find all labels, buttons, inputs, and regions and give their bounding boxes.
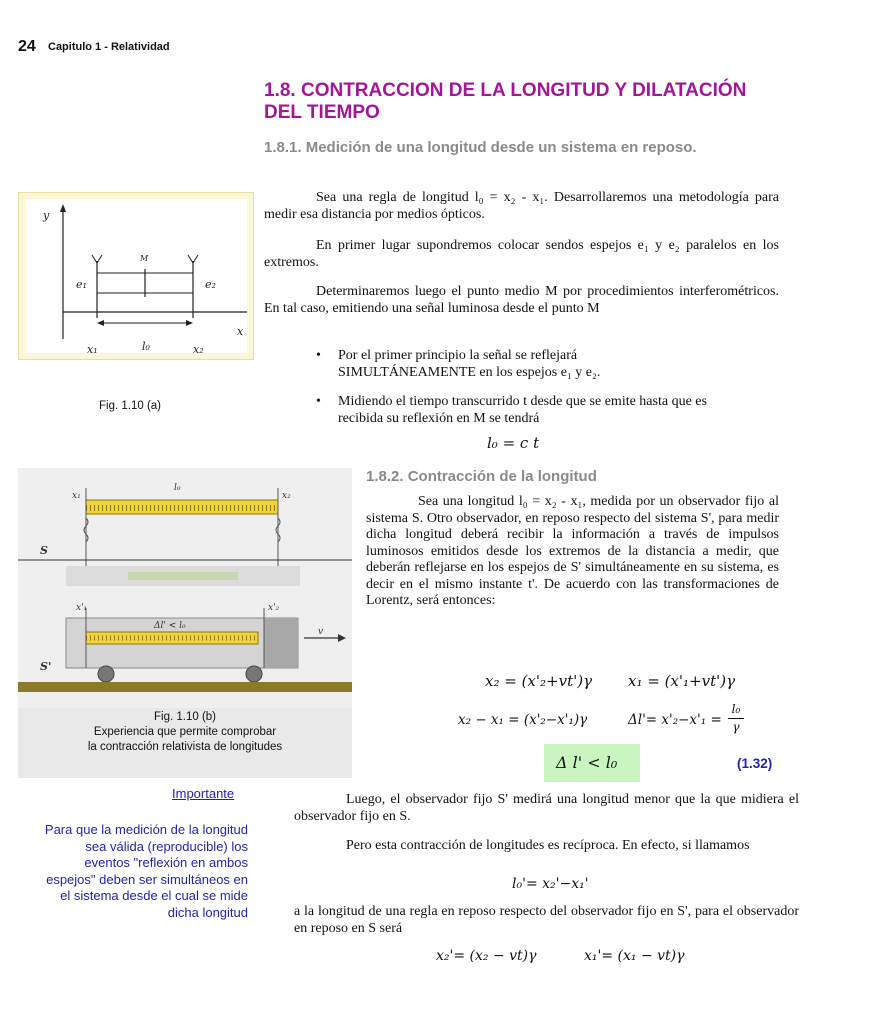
equation-x2: x₂ = (x'₂+vt')γ xyxy=(485,672,593,690)
fig-b-label-S: S xyxy=(40,544,48,557)
fig-b-label-x2-prime: x'₂ xyxy=(268,603,280,613)
bullet-item-2 xyxy=(316,394,738,427)
fraction-denominator: γ xyxy=(732,720,740,734)
fig-b-label-x1: x₁ xyxy=(72,491,81,501)
equation-x2-prime: x₂'= (x₂ − vt)γ xyxy=(436,948,537,964)
equation-number: (1.32) xyxy=(737,756,773,771)
fig-a-label-x: x xyxy=(237,325,244,338)
page-number: 24 xyxy=(18,38,36,55)
subsection1-paragraph-1 xyxy=(264,190,779,223)
boxed-equation: Δ l' < l₀ xyxy=(556,753,618,772)
equation-fraction xyxy=(728,701,744,736)
subsection1-paragraph-3 xyxy=(264,284,779,317)
subsection2-paragraph-2 xyxy=(294,792,799,825)
fig-a-label-x1: x₁ xyxy=(87,343,98,356)
fig-b-label-x2: x₂ xyxy=(282,491,291,501)
chapter-title: Capitulo 1 - Relatividad xyxy=(48,41,170,53)
sidenote-title: Importante xyxy=(172,786,235,801)
subsection2-p1-text: Sea una longitud l₀ = x₂ - x₁, medida por un observador fijo al sistema S. Otro observador, en reposo respecto del sistema S', para medir dicha longitud deberá recibir la información a través de impulsos luminosos emitidos desde los extremos de la distancia a medir, que deberán reflejarse en los espejos de S' simultáneamente en su sistema, es decir en el mismo instante t'. De acuerdo con las transformaciones de Lorentz, será entonces: xyxy=(366,494,779,608)
bullet-dot: • xyxy=(316,394,321,409)
figure-b-caption-line-3: la contracción relativista de longitudes xyxy=(87,741,283,753)
figure-a-diagram xyxy=(19,193,253,359)
fig-b-label-delta-l: Δl' < l₀ xyxy=(154,621,186,631)
equation-x1: x₁ = (x'₁+vt')γ xyxy=(628,672,736,690)
equation-l0-prime: l₀'= x₂'−x₁' xyxy=(512,876,589,892)
equation-delta-l-lhs: Δl'= x'₂−x'₁ = xyxy=(628,712,722,728)
fig-b-label-x1-prime: x'₁ xyxy=(76,603,88,613)
subsection2-p3-text: Pero esta contracción de longitudes es recíproca. En efecto, si llamamos xyxy=(346,838,750,853)
subsection1-p3-text: Determinaremos luego el punto medio M por procedimientos interferométricos. En tal caso, emitiendo una señal luminosa desde el punto M xyxy=(264,284,779,316)
figure-b-diagram xyxy=(18,468,352,708)
bullet-1-text: Por el primer principio la señal se reflejará SIMULTÁNEAMENTE en los espejos e₁ y e₂. xyxy=(338,348,601,380)
section-title: 1.8. CONTRACCION DE LA LONGITUD Y DILATACIÓN DEL TIEMPO xyxy=(264,80,747,123)
subsection2-paragraph-1 xyxy=(366,494,779,610)
fig-b-label-v: v xyxy=(318,627,324,637)
fig-a-label-e1: e₁ xyxy=(76,278,87,291)
subsection1-paragraph-2 xyxy=(264,238,779,271)
figure-b-caption xyxy=(18,710,352,755)
figure-a xyxy=(18,192,254,360)
equation-x1-prime: x₁'= (x₁ − vt)γ xyxy=(584,948,685,964)
fraction-numerator: l₀ xyxy=(728,701,744,719)
figure-a-caption: Fig. 1.10 (a) xyxy=(99,400,161,412)
equation-difference: x₂ − x₁ = (x'₂−x'₁)γ xyxy=(458,712,588,728)
fig-a-label-x2: x₂ xyxy=(193,343,204,356)
fig-a-label-y: y xyxy=(43,209,50,222)
subsection2-paragraph-4: a la longitud de una regla en reposo respecto del observador fijo en S', para el observador en reposo en S será xyxy=(294,904,799,936)
fig-a-label-M: M xyxy=(140,254,149,263)
figure-b xyxy=(18,468,352,778)
fig-a-label-l0: l₀ xyxy=(142,340,150,353)
subsection-title-2: 1.8.2. Contracción de la longitud xyxy=(366,468,597,485)
subsection1-p2-text: En primer lugar supondremos colocar sendos espejos e₁ y e₂ paralelos en los extremos. xyxy=(264,238,779,270)
subsection2-paragraph-3 xyxy=(294,838,799,855)
bullet-dot: • xyxy=(316,348,321,363)
fig-a-label-e2: e₂ xyxy=(205,278,216,291)
sidenote-text: Para que la medición de la longitud sea válida (reproducible) los eventos "reflexión en ambos espejos" deben ser simultáneos en el sistema desde el cual se mide dicha longitud xyxy=(44,822,248,920)
equation-l0-ct: l₀ = c t xyxy=(487,434,540,452)
fig-b-label-l0: l₀ xyxy=(174,483,181,493)
fig-b-label-S-prime: S' xyxy=(40,660,52,673)
subsection1-p1-text: Sea una regla de longitud l₀ = x₂ - x₁. Desarrollaremos una metodología para medir esa distancia por medios ópticos. xyxy=(264,190,779,222)
figure-b-caption-line-1: Fig. 1.10 (b) xyxy=(154,711,216,723)
bullet-2-text: Midiendo el tiempo transcurrido t desde que se emite hasta que es recibida su reflexión en M se tendrá xyxy=(338,394,707,426)
subsection-title-1: 1.8.1. Medición de una longitud desde un sistema en reposo. xyxy=(264,139,697,156)
figure-b-caption-line-2: Experiencia que permite comprobar xyxy=(93,726,277,738)
bullet-item-1 xyxy=(316,348,698,381)
subsection2-p2-text: Luego, el observador fijo S' medirá una longitud menor que la que midiera el observador fijo en S. xyxy=(294,792,799,824)
